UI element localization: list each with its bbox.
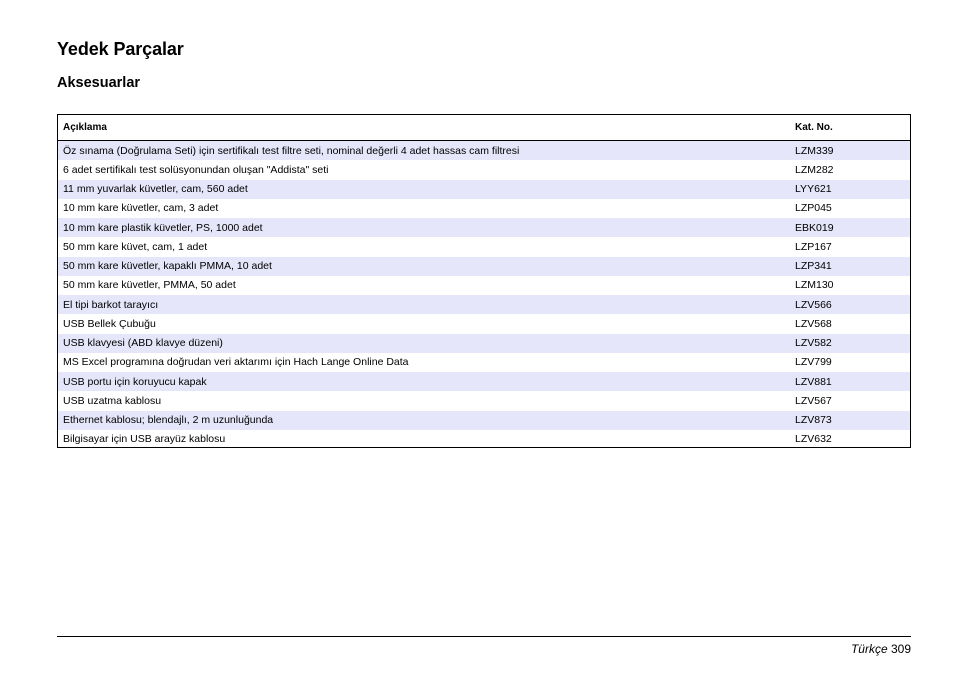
table-header-row [58,115,910,141]
column-header-catalog-no: Kat. No. [795,122,833,133]
cell-catalog-no: LZM130 [795,279,834,292]
table-row [58,314,910,333]
table-row [58,257,910,276]
cell-catalog-no: LYY621 [795,183,832,196]
cell-catalog-no: LZV881 [795,375,832,388]
table-row [58,141,910,160]
cell-description: USB Bellek Çubuğu [63,317,156,330]
table-row [58,199,910,218]
footer-language: Türkçe [850,642,888,656]
cell-description: 50 mm kare küvetler, PMMA, 50 adet [63,279,236,292]
accessories-table [57,114,911,448]
cell-description: MS Excel programına doğrudan veri aktarımı için Hach Lange Online Data [63,356,409,369]
cell-catalog-no: LZV566 [795,298,832,311]
cell-catalog-no: LZP167 [795,240,832,253]
cell-description: Ethernet kablosu; blendajlı, 2 m uzunluğunda [63,414,274,427]
cell-description: USB portu için koruyucu kapak [63,375,207,388]
cell-catalog-no: LZM282 [795,163,834,176]
table-row [58,391,910,410]
cell-description: 10 mm kare küvetler, cam, 3 adet [63,202,219,215]
table-row [58,276,910,295]
table-row [58,353,910,372]
cell-catalog-no: LZM339 [795,144,834,157]
cell-description: El tipi barkot tarayıcı [63,298,159,311]
table-row [58,372,910,391]
table-row [58,295,910,314]
cell-description: 11 mm yuvarlak küvetler, cam, 560 adet [63,183,248,196]
cell-description: USB uzatma kablosu [63,394,162,407]
table-row [58,218,910,237]
cell-catalog-no: LZV568 [795,317,832,330]
cell-catalog-no: LZP045 [795,202,832,215]
cell-catalog-no: LZV873 [795,414,832,427]
table-row [58,430,910,449]
table-row [58,160,910,179]
section-title: Aksesuarlar [57,75,141,91]
table-row [58,334,910,353]
column-header-description: Açıklama [63,122,107,133]
cell-catalog-no: LZV567 [795,394,832,407]
cell-description: 50 mm kare küvetler, kapaklı PMMA, 10 adet [63,260,272,273]
cell-catalog-no: LZV632 [795,433,832,446]
cell-description: 6 adet sertifikalı test solüsyonundan oluşan "Addista" seti [63,163,329,176]
cell-catalog-no: LZV582 [795,337,832,350]
table-row [58,180,910,199]
table-body [58,141,910,449]
cell-description: USB klavyesi (ABD klavye düzeni) [63,337,223,350]
cell-catalog-no: LZV799 [795,356,832,369]
table-row [58,237,910,256]
cell-catalog-no: EBK019 [795,221,834,234]
table-row [58,411,910,430]
cell-description: 50 mm kare küvet, cam, 1 adet [63,240,208,253]
cell-description: Öz sınama (Doğrulama Seti) için sertifikalı test filtre seti, nominal değerli 4 adet hassas cam filtresi [63,144,520,157]
cell-description: 10 mm kare plastik küvetler, PS, 1000 adet [63,221,263,234]
page-footer [851,642,911,656]
footer-divider [57,636,911,637]
cell-catalog-no: LZP341 [795,260,832,273]
page-title: Yedek Parçalar [57,39,184,59]
footer-page-number: 309 [890,642,911,656]
cell-description: Bilgisayar için USB arayüz kablosu [63,433,226,446]
